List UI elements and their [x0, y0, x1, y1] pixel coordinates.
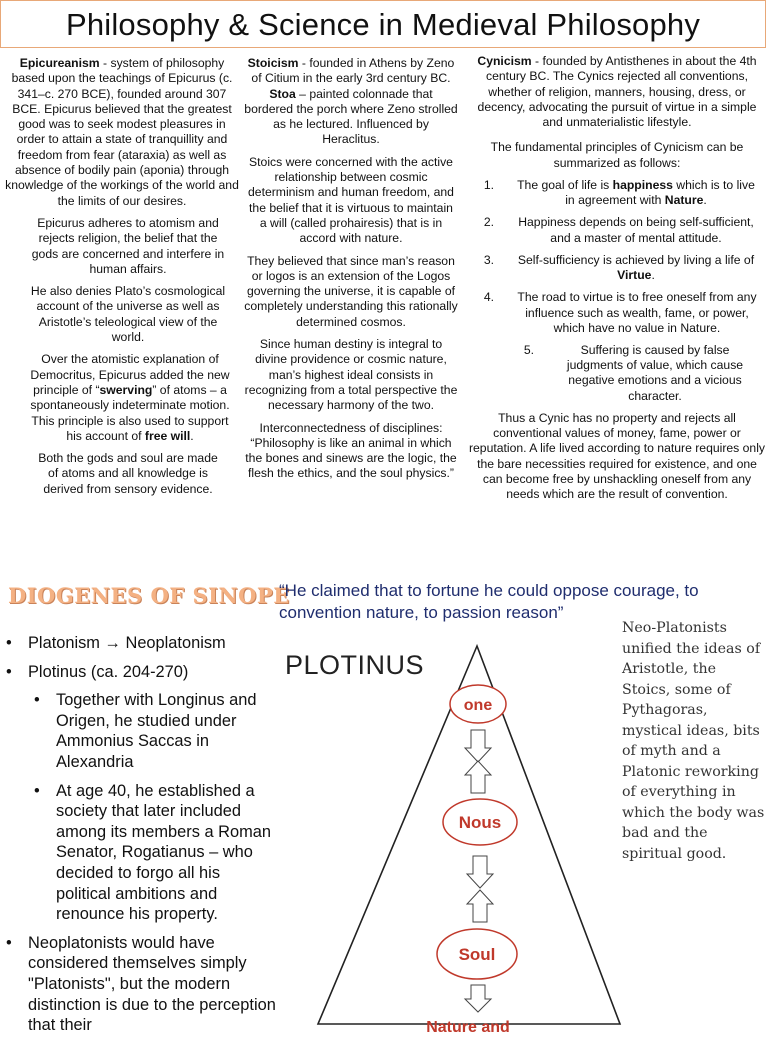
list-item: • Together with Longinus and Origen, he studied under Ammonius Saccas in Alexandria: [34, 691, 257, 771]
epicureanism-column: [4, 56, 240, 504]
list-text: Happiness depends on being self-sufficient, and a master of mental attitude.: [518, 215, 754, 245]
list-item: [466, 178, 768, 208]
diogenes-heading: DIOGENES OF SINOPE: [8, 583, 290, 608]
list-text: The goal of life is happiness which is to live in agreement with Nature.: [517, 178, 755, 208]
emanation-diagram: [300, 640, 620, 1036]
cynicism-intro: Cynicism - founded by Antisthenes in about the 4th century BC. The Cynics rejected all conventions, whether of religion, manners, housing, dress, or decency, advocating the pursuit of virtue in a simple and unmaterialistic lifestyle.: [477, 54, 757, 130]
cynicism-principles-intro: The fundamental principles of Cynicism can be summarized as follows:: [490, 140, 744, 170]
one-label: one: [463, 697, 493, 714]
down-arrow-icon: [465, 730, 491, 762]
cynicism-principles-list: [466, 178, 768, 404]
list-item: • At age 40, he established a society that later included among its members a Roman Senator, Rogatianus – who decided to forgo all his political ambitions and renounce his property.: [34, 781, 271, 924]
list-text: Self-sufficiency is achieved by living a life of Virtue.: [517, 252, 755, 283]
soul-label: Soul: [458, 945, 496, 964]
list-number: 4.: [483, 290, 495, 305]
list-number: 5.: [523, 342, 535, 357]
list-item: • Plotinus (ca. 204-270): [6, 662, 189, 681]
epicureanism-term: Epicureanism: [19, 56, 100, 70]
list-item: [466, 290, 768, 336]
stoicism-intro: Stoicism - founded in Athens by Zeno of Citium in the early 3rd century BC. Stoa – painted colonnade that bordered the porch where Zeno strolled as he lectured. Influenced by Heraclitus.: [244, 56, 458, 147]
plotinus-heading: PLOTINUS: [285, 650, 425, 680]
list-number: 3.: [483, 252, 495, 267]
stoicism-column: [244, 56, 458, 489]
epicureanism-intro: Epicureanism - system of philosophy based upon the teachings of Epicurus (c. 341–c. 270 BCE), founded around 307 BCE. Epicurus believed that the greatest good was to seek modest pleasures in order to attain a state of tranquillity and freedom from fear (ataraxia) as well as absence of bodily pain (aponia) through knowledge of the workings of the world and the limits of our desires.: [5, 56, 239, 208]
list-item: • Platonism → Neoplatonism: [6, 634, 226, 652]
epicureanism-soul: Both the gods and soul are made of atoms and all knowledge is derived from sensory evidence.: [38, 451, 218, 496]
neoplatonists-note: Neo-Platonists unified the ideas of Aristotle, the Stoics, some of Pythagoras, mystical ideas, bits of myth and a Platonic reworking of everything in which the body was bad and the spiritual good.: [622, 620, 765, 862]
epicureanism-atomism: Epicurus adheres to atomism and rejects religion, the belief that the gods are concerned and interfere in human affairs.: [31, 215, 225, 276]
nature-label: Nature and: [426, 1019, 510, 1036]
up-arrow-icon: [467, 890, 493, 922]
list-text: Suffering is caused by false judgments of value, which cause negative emotions and a vicious character.: [566, 342, 744, 403]
list-item: • Neoplatonists would have considered themselves simply "Platonists", but the modern distinction is due to the perception that their: [6, 933, 276, 1035]
cynicism-column: [466, 54, 768, 510]
list-number: 2.: [483, 215, 495, 230]
list-item: [466, 215, 768, 245]
up-arrow-icon: [465, 761, 491, 793]
down-arrow-icon: [465, 985, 491, 1012]
epicureanism-cosmology: He also denies Plato’s cosmological account of the universe as well as Aristotle’s teleological view of the world.: [30, 284, 226, 345]
nous-label: Nous: [458, 813, 502, 832]
list-item: [466, 253, 768, 283]
stoicism-determinism: Stoics were concerned with the active relationship between cosmic determinism and human freedom, and the belief that it is virtuous to maintain a will (called prohairesis) that is in accord with nature.: [248, 154, 454, 246]
list-number: 1.: [483, 178, 495, 193]
epicureanism-swerve: Over the atomistic explanation of Democritus, Epicurus added the new principle of “swerving” of atoms – a spontaneously indeterminate motion. This principle is also used to support his account of free will.: [30, 352, 230, 443]
stoicism-logos: They believed that since man’s reason or logos is an extension of the Logos governing the universe, it is capable of completely understanding this rationally determined cosmos.: [244, 253, 458, 329]
cynicism-closing: Thus a Cynic has no property and rejects all conventional values of money, fame, power or reputation. A life lived according to nature requires only the bare necessities required for existence, and one can become free by unshackling oneself from any needs which are the result of convention.: [468, 410, 766, 502]
list-item: [466, 343, 768, 404]
diogenes-quote: “He claimed that to fortune he could oppose courage, to convention nature, to passion reason”: [279, 581, 699, 622]
stoicism-destiny: Since human destiny is integral to divine providence or cosmic nature, man’s highest ideal consists in recognizing from a total perspective the necessary harmony of the two.: [244, 337, 458, 413]
stoicism-disciplines: Interconnectedness of disciplines: “Philosophy is like an animal in which the bones and sinews are the logic, the flesh the ethics, and the soul physics.”: [245, 420, 457, 481]
list-text: The road to virtue is to free oneself from any influence such as wealth, fame, or power, which have no value in Nature.: [517, 290, 757, 335]
down-arrow-icon: [467, 856, 493, 888]
plotinus-bullets: [6, 633, 278, 1044]
page-title: Philosophy & Science in Medieval Philosophy: [0, 0, 766, 48]
